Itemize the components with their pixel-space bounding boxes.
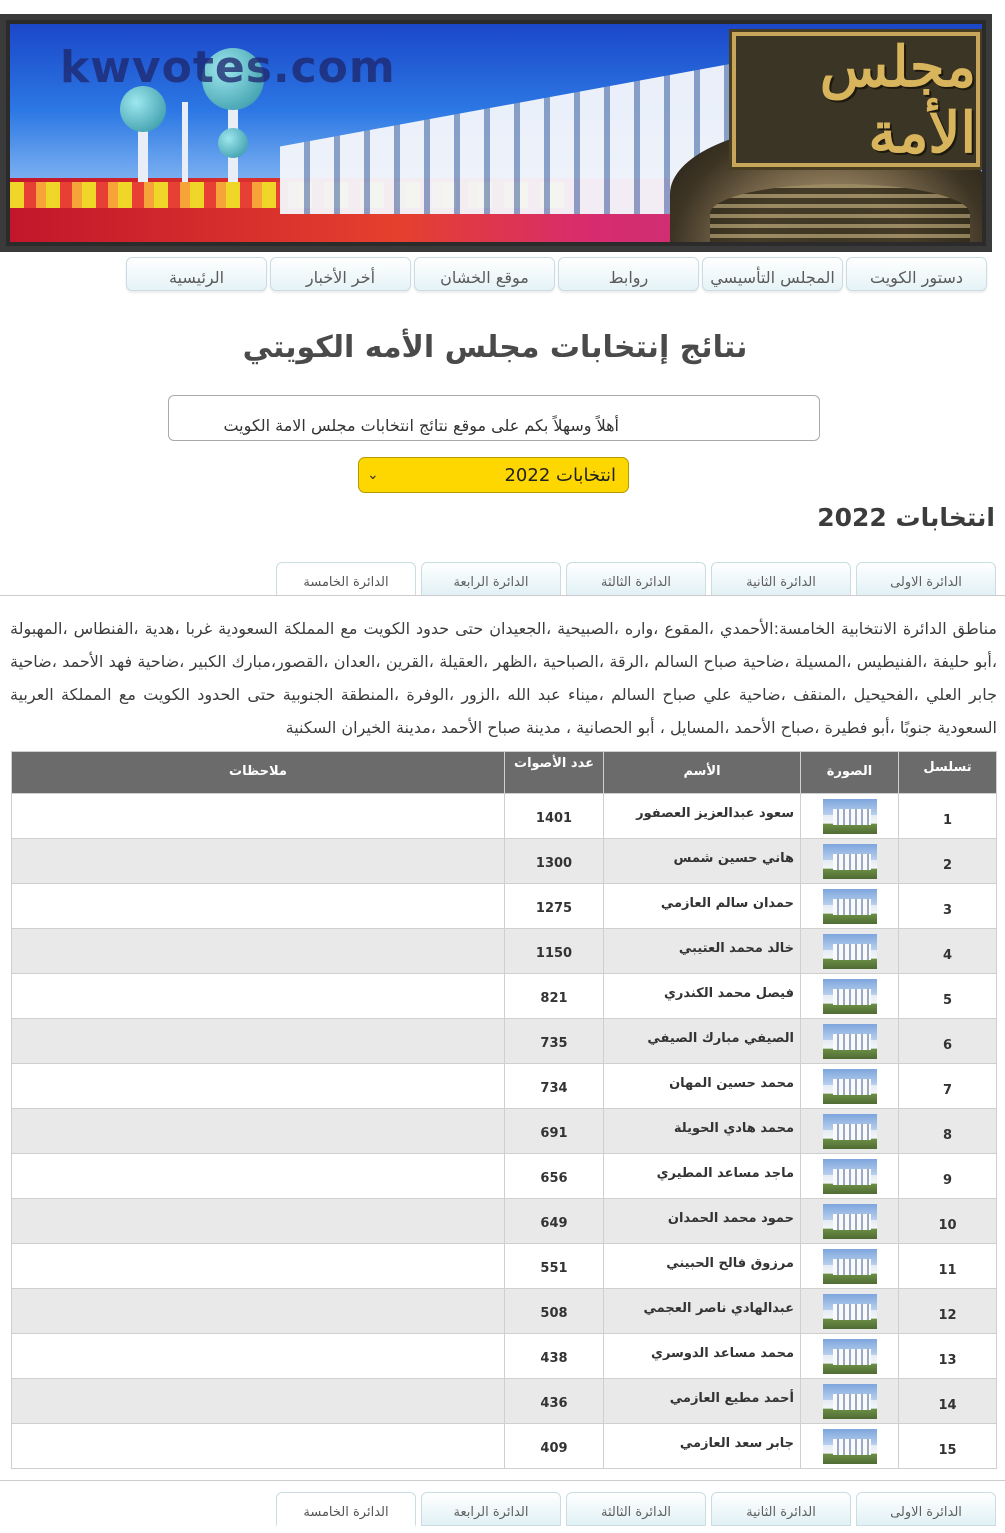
- nav-latest-news[interactable]: أخر الأخبار: [270, 257, 411, 291]
- cell-seq: 15: [899, 1424, 997, 1469]
- cell-notes: [12, 1109, 505, 1154]
- candidate-photo[interactable]: [823, 1114, 877, 1149]
- results-table: [11, 751, 997, 1469]
- cell-notes: [12, 884, 505, 929]
- cell-notes: [12, 1154, 505, 1199]
- cell-seq: 13: [899, 1334, 997, 1379]
- district-tabs-top: [276, 562, 996, 596]
- cell-seq: 4: [899, 929, 997, 974]
- cell-photo: [801, 974, 899, 1019]
- cell-votes: 1275: [505, 884, 604, 929]
- cell-photo: [801, 839, 899, 884]
- tab-district-1-bottom[interactable]: الدائرة الاولى: [856, 1492, 996, 1526]
- header-image: الصورة: [801, 752, 899, 794]
- cell-votes: 691: [505, 1109, 604, 1154]
- district-areas: مناطق الدائرة الانتخابية الخامسة:الأحمدي ،المقوع ،واره ،الصبيحية ،الجعيدان حتى حدود الكويت مع المملكة السعودية غربا ،هدية ،الفنطاس ،المهبولة ،أبو حليفة ،الفنيطيس ،المسيلة ،ضاحية صباح السالم ،الرقة ،الصباحية ،الظهر ،العقيلة ،القرين ،العدان ،القصور،مبارك الكبير ،ضاحية فهد الأحمد ،ضاحية جابر العلي ،الفحيحيل ،المنقف ،ضاحية علي صباح السالم ،ميناء عبد الله ،الزور ،الوفرة ،المنطقة الجنوبية حتى الحدود الكويت مع المملكة العربية السعودية جنوبًا ،أبو فطيرة ،صباح الأحمد ،المسايل ، أبو الحصانية ، مدينة صباح الأحمد ،مدينة الخيران السكنية: [10, 619, 997, 737]
- table-row: [12, 839, 997, 884]
- cell-photo: [801, 1379, 899, 1424]
- table-row: [12, 794, 997, 839]
- candidate-photo[interactable]: [823, 1339, 877, 1374]
- tab-district-4-bottom[interactable]: الدائرة الرابعة: [421, 1492, 561, 1526]
- table-row: [12, 1154, 997, 1199]
- candidate-photo[interactable]: [823, 1069, 877, 1104]
- cell-votes: 1150: [505, 929, 604, 974]
- cell-notes: [12, 1064, 505, 1109]
- cell-name: الصيفي مبارك الصيفي: [604, 1019, 801, 1064]
- marquee-text: أهلاً وسهلاً بكم على موقع نتائج انتخابات مجلس الامة الكويت: [223, 416, 619, 435]
- tab-district-4[interactable]: الدائرة الرابعة: [421, 562, 561, 596]
- cell-name: محمد هادي الحويلة: [604, 1109, 801, 1154]
- election-year-select[interactable]: [358, 457, 629, 493]
- cell-name: محمد مساعد الدوسري: [604, 1334, 801, 1379]
- cell-notes: [12, 1334, 505, 1379]
- cell-votes: 551: [505, 1244, 604, 1289]
- cell-name: هاني حسين شمس: [604, 839, 801, 884]
- cell-votes: 1401: [505, 794, 604, 839]
- parliament-logo: [732, 32, 980, 167]
- page-title: نتائج إنتخابات مجلس الأمه الكويتي: [242, 330, 748, 365]
- cell-notes: [12, 839, 505, 884]
- select-value: انتخابات 2022: [504, 464, 616, 486]
- tabs-divider: [0, 595, 1005, 596]
- candidate-photo[interactable]: [823, 1384, 877, 1419]
- cell-notes: [12, 1199, 505, 1244]
- tab-district-5[interactable]: الدائرة الخامسة: [276, 562, 416, 596]
- cell-votes: 409: [505, 1424, 604, 1469]
- table-row: [12, 884, 997, 929]
- cell-photo: [801, 929, 899, 974]
- cell-photo: [801, 1424, 899, 1469]
- table-row: [12, 974, 997, 1019]
- cell-photo: [801, 1289, 899, 1334]
- header-name: الأسم: [604, 752, 801, 794]
- site-watermark: kwvotes.com: [60, 42, 396, 93]
- cell-name: محمد حسين المهان: [604, 1064, 801, 1109]
- cell-notes: [12, 1379, 505, 1424]
- cell-votes: 734: [505, 1064, 604, 1109]
- candidate-photo[interactable]: [823, 1204, 877, 1239]
- header-notes: ملاحظات: [12, 752, 505, 794]
- cell-photo: [801, 1019, 899, 1064]
- banner-image: [10, 24, 982, 242]
- table-row: [12, 1064, 997, 1109]
- candidate-photo[interactable]: [823, 1159, 877, 1194]
- cell-seq: 3: [899, 884, 997, 929]
- cell-name: حمدان سالم العازمي: [604, 884, 801, 929]
- cell-photo: [801, 1064, 899, 1109]
- candidate-photo[interactable]: [823, 934, 877, 969]
- cell-notes: [12, 1289, 505, 1334]
- district-tabs-bottom: [276, 1492, 996, 1526]
- table-row: [12, 1199, 997, 1244]
- cell-name: عبدالهادي ناصر العجمي: [604, 1289, 801, 1334]
- nav-links[interactable]: روابط: [558, 257, 699, 291]
- table-row: [12, 1244, 997, 1289]
- cell-name: مرزوق فالح الحبيني: [604, 1244, 801, 1289]
- logo-text: مجلس الأمة: [819, 33, 976, 166]
- cell-votes: 1300: [505, 839, 604, 884]
- main-nav: [126, 257, 987, 291]
- candidate-photo[interactable]: [823, 979, 877, 1014]
- table-row: [12, 1334, 997, 1379]
- cell-votes: 438: [505, 1334, 604, 1379]
- table-row: [12, 1379, 997, 1424]
- section-title: انتخابات 2022: [817, 503, 995, 532]
- cell-name: جابر سعد العازمي: [604, 1424, 801, 1469]
- tab-district-2-bottom[interactable]: الدائرة الثانية: [711, 1492, 851, 1526]
- header-banner: [0, 14, 992, 252]
- cell-photo: [801, 1154, 899, 1199]
- welcome-marquee: [168, 395, 820, 441]
- cell-votes: 436: [505, 1379, 604, 1424]
- cell-photo: [801, 1334, 899, 1379]
- cell-votes: 735: [505, 1019, 604, 1064]
- cell-votes: 649: [505, 1199, 604, 1244]
- cell-seq: 8: [899, 1109, 997, 1154]
- candidate-photo[interactable]: [823, 1429, 877, 1464]
- cell-seq: 7: [899, 1064, 997, 1109]
- nav-alkhashan-site[interactable]: موقع الخشان: [414, 257, 555, 291]
- cell-photo: [801, 1244, 899, 1289]
- cell-seq: 6: [899, 1019, 997, 1064]
- cell-votes: 821: [505, 974, 604, 1019]
- cell-notes: [12, 1244, 505, 1289]
- candidate-photo[interactable]: [823, 1294, 877, 1329]
- header-votes: عدد الأصوات: [505, 752, 604, 794]
- nav-founding-council[interactable]: المجلس التأسيسي: [702, 257, 843, 291]
- bottom-divider: [0, 1480, 1005, 1481]
- cell-notes: [12, 974, 505, 1019]
- cell-seq: 12: [899, 1289, 997, 1334]
- tab-district-5-bottom[interactable]: الدائرة الخامسة: [276, 1492, 416, 1526]
- tab-district-2[interactable]: الدائرة الثانية: [711, 562, 851, 596]
- nav-constitution[interactable]: دستور الكويت: [846, 257, 987, 291]
- cell-seq: 9: [899, 1154, 997, 1199]
- cell-name: حمود محمد الحمدان: [604, 1199, 801, 1244]
- table-row: [12, 1424, 997, 1469]
- chevron-down-icon: ⌄: [367, 467, 379, 483]
- cell-name: سعود عبدالعزيز العصفور: [604, 794, 801, 839]
- cell-notes: [12, 1424, 505, 1469]
- cell-name: خالد محمد العتيبي: [604, 929, 801, 974]
- cell-seq: 5: [899, 974, 997, 1019]
- cell-name: أحمد مطيع العازمي: [604, 1379, 801, 1424]
- cell-notes: [12, 1019, 505, 1064]
- tab-district-1[interactable]: الدائرة الاولى: [856, 562, 996, 596]
- tab-district-3-bottom[interactable]: الدائرة الثالثة: [566, 1492, 706, 1526]
- table-row: [12, 929, 997, 974]
- cell-seq: 1: [899, 794, 997, 839]
- table-row: [12, 1289, 997, 1334]
- cell-seq: 10: [899, 1199, 997, 1244]
- tab-district-3[interactable]: الدائرة الثالثة: [566, 562, 706, 596]
- candidate-photo[interactable]: [823, 799, 877, 834]
- header-seq: تسلسل: [899, 752, 997, 794]
- cell-votes: 656: [505, 1154, 604, 1199]
- table-header-row: [12, 752, 997, 794]
- cell-photo: [801, 884, 899, 929]
- table-row: [12, 1019, 997, 1064]
- cell-notes: [12, 929, 505, 974]
- cell-name: فيصل محمد الكندري: [604, 974, 801, 1019]
- candidate-photo[interactable]: [823, 1249, 877, 1284]
- cell-photo: [801, 794, 899, 839]
- cell-seq: 14: [899, 1379, 997, 1424]
- candidate-photo[interactable]: [823, 1024, 877, 1059]
- cell-photo: [801, 1109, 899, 1154]
- nav-home[interactable]: الرئيسية: [126, 257, 267, 291]
- table-body: [12, 794, 997, 1469]
- table-row: [12, 1109, 997, 1154]
- candidate-photo[interactable]: [823, 889, 877, 924]
- cell-seq: 2: [899, 839, 997, 884]
- candidate-photo[interactable]: [823, 844, 877, 879]
- cell-votes: 508: [505, 1289, 604, 1334]
- cell-name: ماجد مساعد المطيري: [604, 1154, 801, 1199]
- cell-photo: [801, 1199, 899, 1244]
- cell-notes: [12, 794, 505, 839]
- cell-seq: 11: [899, 1244, 997, 1289]
